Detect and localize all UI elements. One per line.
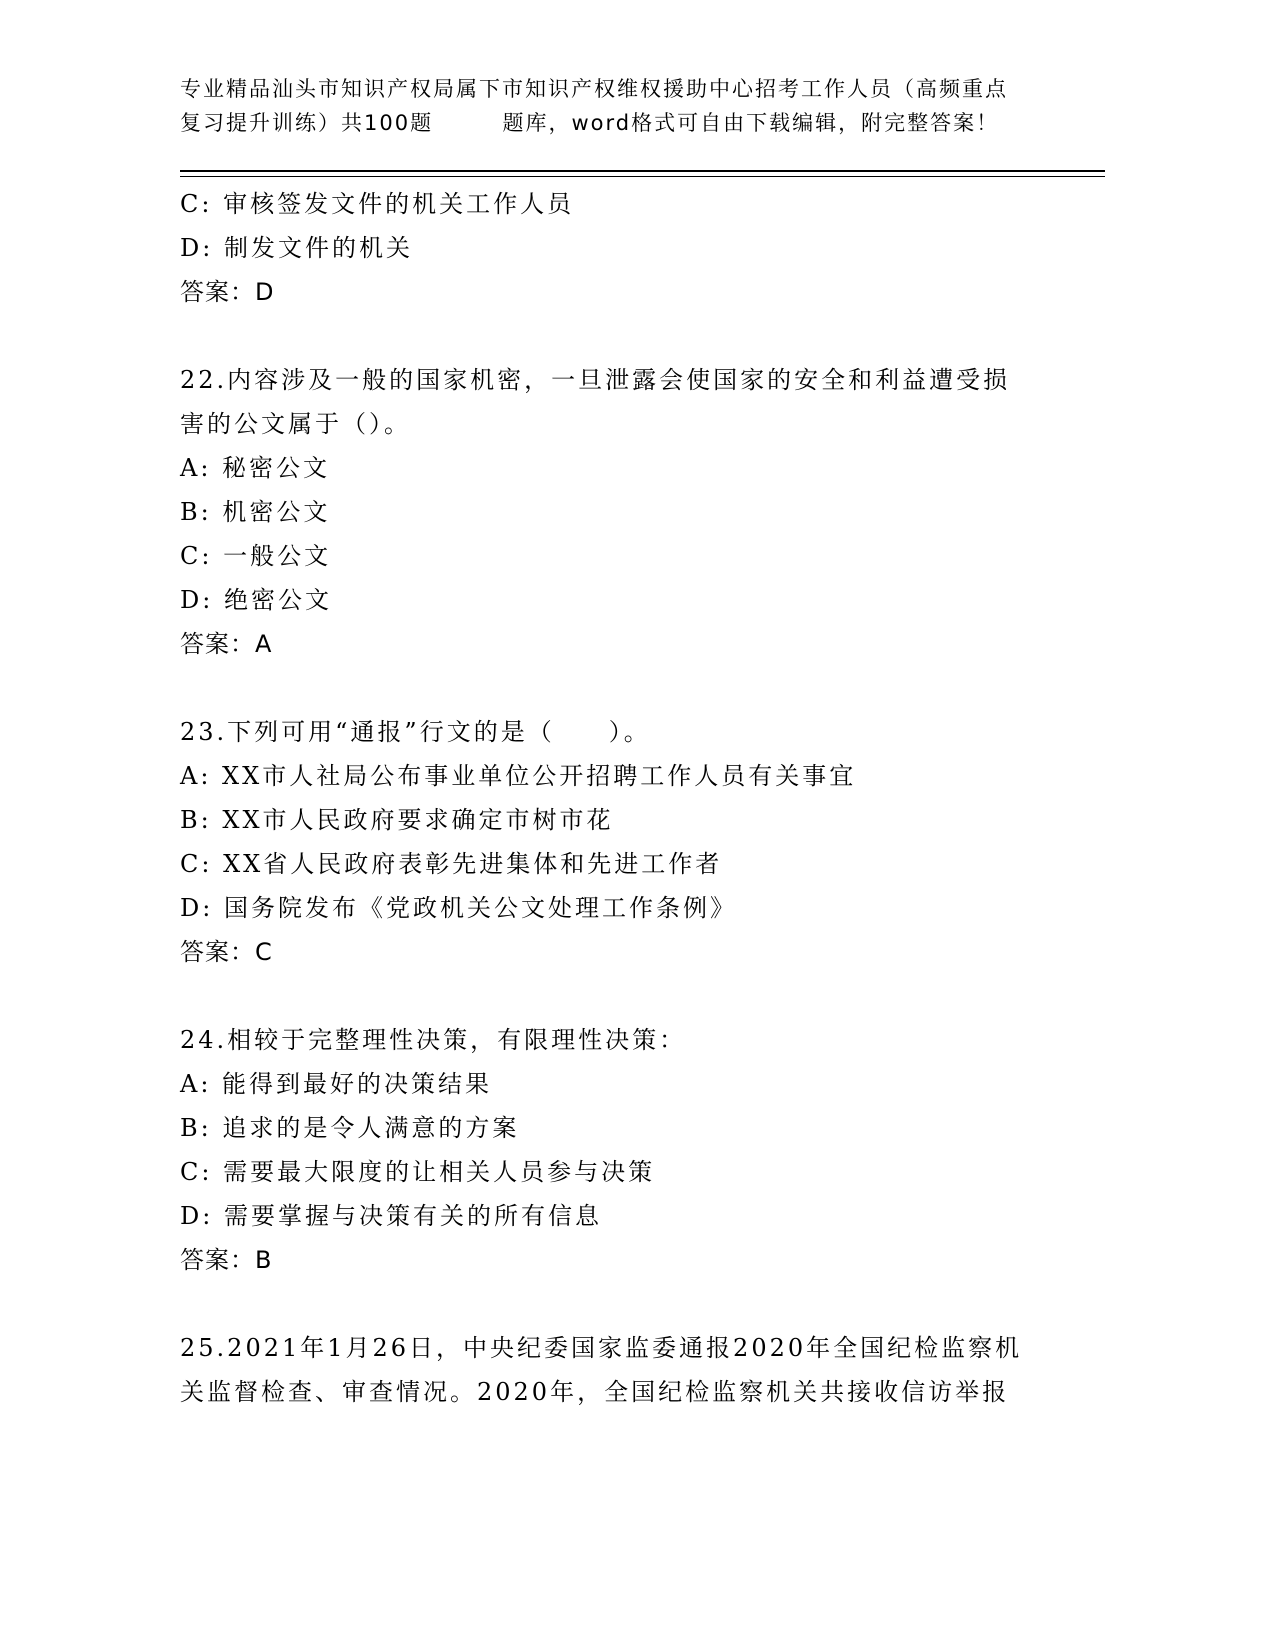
question-22 xyxy=(180,358,1080,666)
answer: 答案：A xyxy=(180,630,273,658)
answer: 答案：C xyxy=(180,938,273,966)
option-c: C: 需要最大限度的让相关人员参与决策 xyxy=(180,1158,656,1186)
option-d: D: 需要掌握与决策有关的所有信息 xyxy=(180,1202,602,1230)
question-23 xyxy=(180,710,1080,974)
question-stem: 23.下列可用“通报”行文的是（ ）。 xyxy=(180,718,651,746)
option-d: D: 国务院发布《党政机关公文处理工作条例》 xyxy=(180,894,737,922)
question-list xyxy=(180,182,1080,1414)
option-d: D: 绝密公文 xyxy=(180,586,332,614)
option-b: B: 机密公文 xyxy=(180,498,331,526)
option-b: B: 追求的是令人满意的方案 xyxy=(180,1114,520,1142)
option-a: A: XX市人社局公布事业单位公开招聘工作人员有关事宜 xyxy=(180,762,857,790)
option-c: C: 审核签发文件的机关工作人员 xyxy=(180,190,575,218)
header-rule-thin xyxy=(180,176,1105,177)
option-d: D: 制发文件的机关 xyxy=(180,234,413,262)
question-stem-line-2: 害的公文属于（）。 xyxy=(180,410,411,438)
option-c: C: 一般公文 xyxy=(180,542,332,570)
answer: 答案：D xyxy=(180,278,275,306)
header-title-line-2: 复习提升训练）共100题 题库，word格式可自由下载编辑，附完整答案！ xyxy=(180,111,1000,135)
spacer xyxy=(180,666,1080,710)
spacer xyxy=(180,314,1080,358)
option-b: B: XX市人民政府要求确定市树市花 xyxy=(180,806,614,834)
header-title-line-1: 专业精品汕头市知识产权局属下市知识产权维权援助中心招考工作人员（高频重点 xyxy=(180,77,1008,101)
question-24 xyxy=(180,1018,1080,1282)
question-25 xyxy=(180,1326,1080,1414)
header-rule-thick xyxy=(180,170,1105,172)
spacer xyxy=(180,1282,1080,1326)
option-a: A: 秘密公文 xyxy=(180,454,331,482)
answer: 答案：B xyxy=(180,1246,273,1274)
question-stem: 24.相较于完整理性决策，有限理性决策： xyxy=(180,1026,687,1054)
question-stem-line-2: 关监督检查、审查情况。2020年，全国纪检监察机关共接收信访举报 xyxy=(180,1378,1010,1406)
spacer xyxy=(180,974,1080,1018)
question-stem-line-1: 22.内容涉及一般的国家机密，一旦泄露会使国家的安全和利益遭受损 xyxy=(180,366,1011,394)
option-c: C: XX省人民政府表彰先进集体和先进工作者 xyxy=(180,850,723,878)
question-21 xyxy=(180,182,1080,314)
question-stem-line-1: 25.2021年1月26日，中央纪委国家监委通报2020年全国纪检监察机 xyxy=(180,1334,1023,1362)
option-a: A: 能得到最好的决策结果 xyxy=(180,1070,493,1098)
document-header xyxy=(180,72,1060,140)
